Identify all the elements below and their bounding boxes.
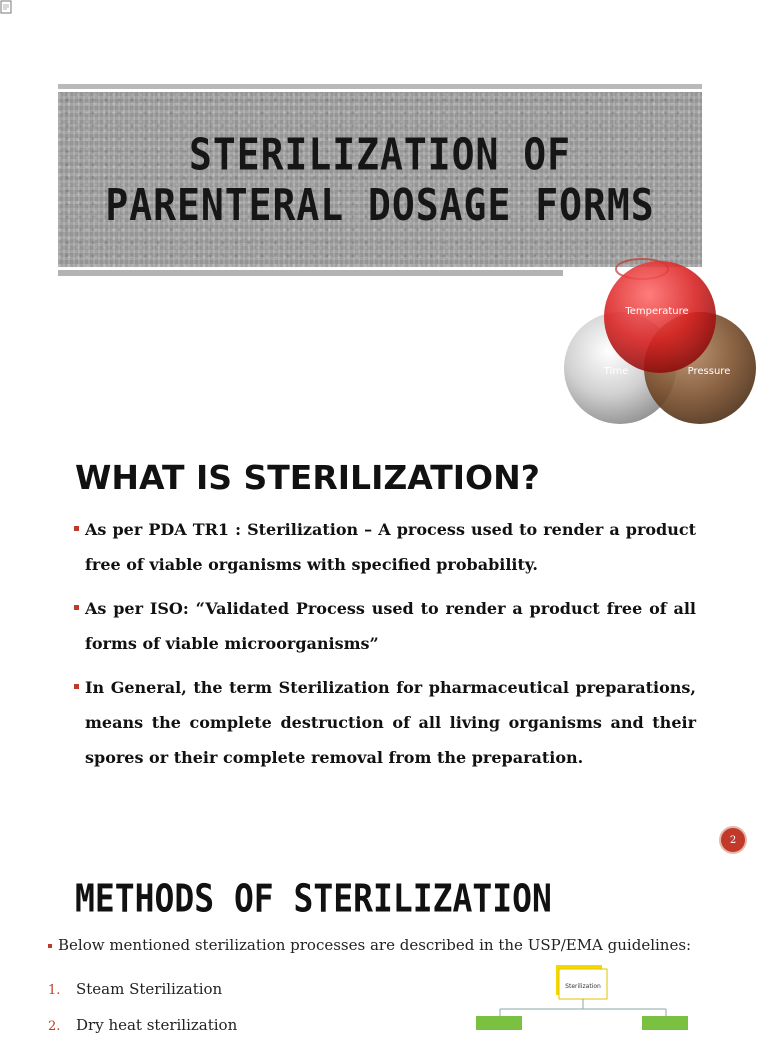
banner-top-rule bbox=[58, 84, 702, 89]
bullet-square-icon bbox=[74, 605, 79, 610]
venn-label-time: Time bbox=[603, 366, 629, 377]
definition-item: In General, the term Sterilization for pharmaceutical preparations, means the complete destruction of all living organisms and their spores or their complete removal from the preparation. bbox=[74, 670, 696, 775]
slide-title: STERILIZATION OF PARENTERAL DOSAGE FORMS bbox=[105, 128, 655, 231]
venn-label-temperature: Temperature bbox=[625, 306, 689, 317]
sterilization-flowchart bbox=[470, 960, 710, 1030]
method-item: 1. Steam Sterilization bbox=[48, 980, 223, 998]
bullet-square-icon bbox=[74, 684, 79, 689]
venn-circle-temperature bbox=[604, 261, 716, 373]
flow-child-box-left bbox=[476, 1016, 522, 1030]
bullet-square-icon bbox=[48, 944, 52, 948]
methods-list bbox=[48, 972, 237, 1044]
flow-connector bbox=[500, 999, 666, 1020]
bullet-square-icon bbox=[74, 526, 79, 531]
section-heading-what-is: WHAT IS STERILIZATION? bbox=[75, 458, 540, 497]
flow-child-box-right bbox=[642, 1016, 688, 1030]
definition-item: As per PDA TR1 : Sterilization – A process used to render a product free of viable organisms with specified probability. bbox=[74, 512, 696, 582]
venn-diagram bbox=[562, 255, 758, 425]
flow-root-label: Sterilization bbox=[565, 983, 601, 990]
title-banner bbox=[58, 92, 702, 267]
banner-bottom-rule bbox=[58, 270, 563, 276]
section-heading-methods: METHODS OF STERILIZATION bbox=[75, 876, 552, 921]
method-item: 2. Dry heat sterilization bbox=[48, 1016, 238, 1034]
definition-item: As per ISO: “Validated Process used to render a product free of all forms of viable microorganisms” bbox=[74, 591, 696, 661]
definition-list bbox=[74, 512, 696, 784]
page-number-badge: 2 bbox=[719, 826, 747, 854]
venn-label-pressure: Pressure bbox=[687, 366, 731, 377]
methods-intro: Below mentioned sterilization processes are described in the USP/EMA guidelines: bbox=[48, 936, 691, 954]
document-icon bbox=[0, 0, 14, 14]
